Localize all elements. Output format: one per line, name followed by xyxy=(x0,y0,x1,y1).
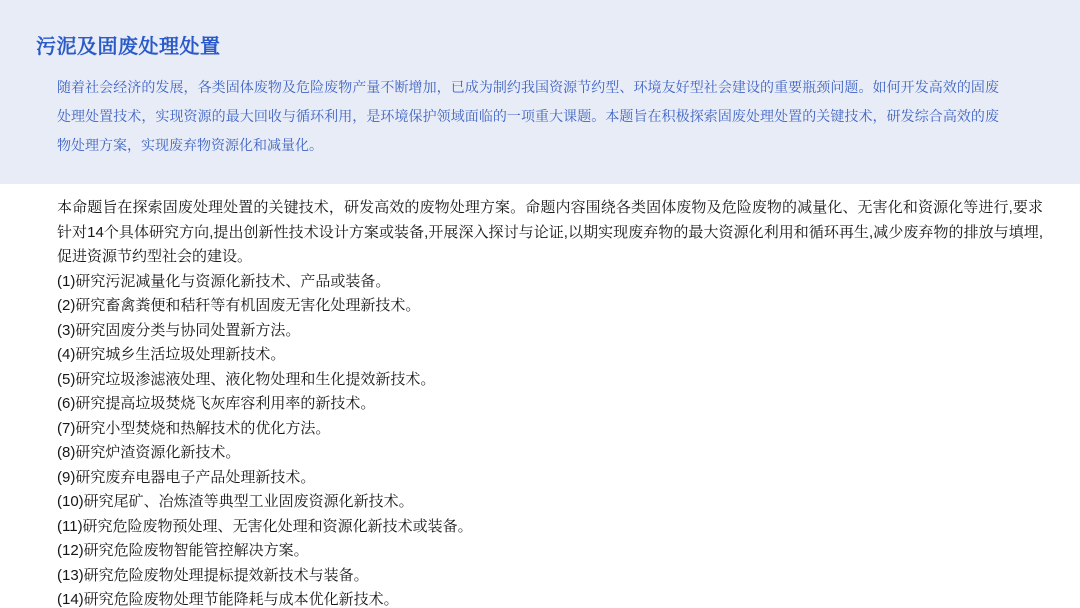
topic-description: 随着社会经济的发展，各类固体废物及危险废物产量不断增加，已成为制约我国资源节约型、环境友好型社会建设的重要瓶颈问题。如何开发高效的固废处理处置技术，实现资源的最大回收与循环利用，是环境保护领域面临的一项重大课题。本题旨在积极探索固废处理处置的关键技术，研发综合高效的废物处理方案，实现废弃物资源化和减量化。 xyxy=(57,79,999,153)
list-item: (6)研究提高垃圾焚烧飞灰库容利用率的新技术。 xyxy=(57,395,376,412)
list-item: (14)研究危险废物处理节能降耗与成本优化新技术。 xyxy=(57,591,399,608)
list-item: (2)研究畜禽粪便和秸秆等有机固废无害化处理新技术。 xyxy=(57,297,421,314)
list-item: (8)研究炉渣资源化新技术。 xyxy=(57,444,241,461)
page-title: 污泥及固废处理处置 xyxy=(36,36,221,58)
list-item: (1)研究污泥减量化与资源化新技术、产品或装备。 xyxy=(57,272,391,290)
topic-intro-paragraph: 本命题旨在探索固废处理处置的关键技术，研发高效的废物处理方案。命题内容围绕各类固体废物及危险废物的减量化、无害化和资源化等进行,要求针对14个具体研究方向,提出创新性技术设计方案或装备,开展深入探讨与论证,以期实现废弃物的最大资源化利用和循环再生,减少废弃物的排放与填埋,促进资源节约型社会的建设。 xyxy=(57,199,1043,265)
list-item: (10)研究尾矿、冶炼渣等典型工业固废资源化新技术。 xyxy=(57,493,414,510)
list-item: (4)研究城乡生活垃圾处理新技术。 xyxy=(57,346,286,363)
list-item: (12)研究危险废物智能管控解决方案。 xyxy=(57,542,309,559)
list-item: (13)研究危险废物处理提标提效新技术与装备。 xyxy=(57,566,369,584)
topic-header-panel xyxy=(0,0,1080,184)
topic-body xyxy=(0,184,1080,608)
list-item: (9)研究废弃电器电子产品处理新技术。 xyxy=(57,468,316,486)
list-item: (7)研究小型焚烧和热解技术的优化方法。 xyxy=(57,419,331,437)
list-item: (3)研究固废分类与协同处置新方法。 xyxy=(57,321,301,339)
list-item: (5)研究垃圾渗滤液处理、液化物处理和生化提效新技术。 xyxy=(57,370,436,388)
research-directions-list xyxy=(57,270,1042,608)
list-item: (11)研究危险废物预处理、无害化处理和资源化新技术或装备。 xyxy=(57,517,473,535)
